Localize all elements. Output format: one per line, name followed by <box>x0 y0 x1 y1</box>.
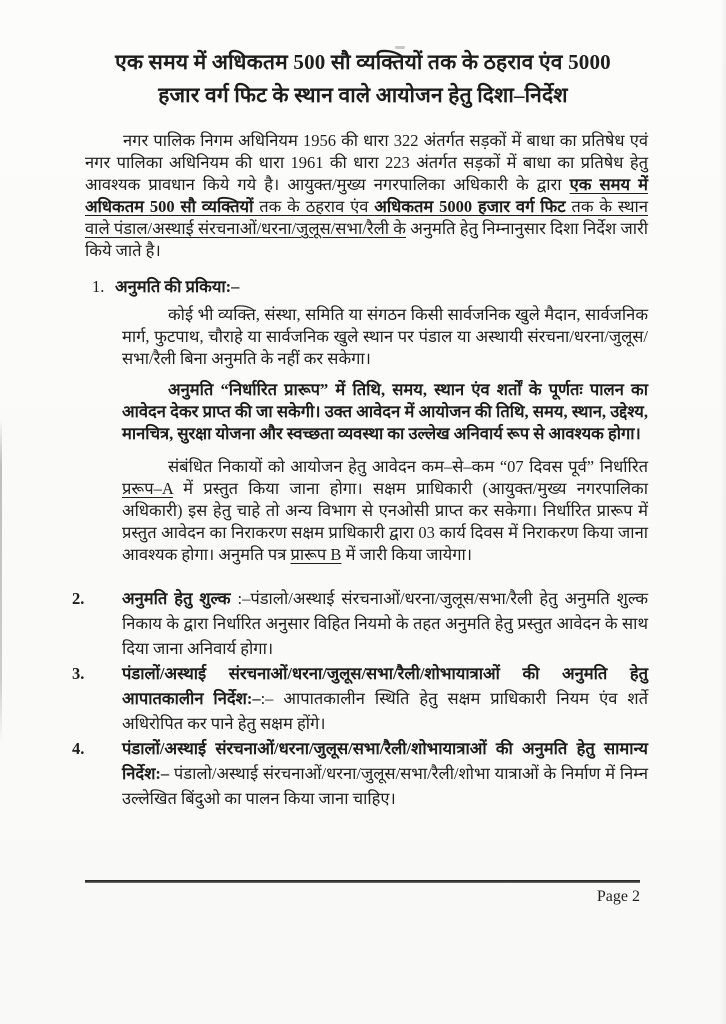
section-1-paragraph-2: अनुमति “निर्धारित प्रारूप” में तिथि, समय, स्थान एंव शर्तों के पूर्णतः पालन का आवेदन देकर प्राप्त की जा सकेगी। उक्त आवेदन में आयोजन की तिथि, समय, स्थान, उद्देश्य, मानचित्र, सुरक्षा योजना और स्वच्छता व्यवस्था का उल्लेख अनिवार्य रूप से आवश्यक होगा। <box>122 380 648 443</box>
section-4 <box>72 736 648 811</box>
section-1 <box>0 276 726 566</box>
intro-underline-2: तक के स्थान वाले पंडाल/अस्थाई संरचनाओं/धरना/जुलूस/सभा/रैली के <box>85 197 648 238</box>
section-1-heading: अनुमति की प्रकिया:– <box>115 277 240 296</box>
scan-smudge-artifact <box>395 46 405 49</box>
section-1-paragraph-3-text-1: संबंधित निकायों को आयोजन हेतु आवेदन कम–से–कम “07 दिवस पूर्व” निर्धारित <box>168 457 648 476</box>
form-a-reference: प्ररूप–A <box>122 479 173 498</box>
section-1-number: 1. <box>92 277 105 296</box>
section-4-heading: पंडालों/अस्थाई संरचनाओं/धरना/जुलूस/सभा/रैली/शोभायात्राओं की अनुमति हेतु सामान्य निर्देश:– <box>122 739 648 783</box>
section-2-text: :–पंडालो/अस्थाई संरचनाओं/धरना/जुलूस/सभा/रैली हेतु अनुमति शुल्क निकाय के द्वारा निर्धारित अनुसार विहित नियमो के तहत अनुमति हेतु प्रस्तुत आवेदन के साथ दिया जाना अनिवार्य होगा। <box>122 589 649 658</box>
section-4-text: पंडालो/अस्थाई संरचनाओं/धरना/जुलूस/सभा/रैली/शोभा यात्राओं के निर्माण में निम्न उल्लेखित बिंदुओ का पालन किया जाना चाहिए। <box>122 764 648 808</box>
section-1-paragraph-3-text-2: में प्रस्तुत किया जाना होगा। सक्षम प्राधिकारी (आयुक्त/मुख्य नगरपालिका अधिकारी) इस हेतु चाहे तो अन्य विभाग से एनओसी प्राप्त कर सकेगा। निर्धारित प्रारूप में प्रस्तुत आवेदन का निराकरण सक्षम प्राधिकारी द्वारा 03 कार्य दिवस में निराकरण किया जाना आवश्यक होगा। अनुमति पत्र <box>122 479 648 564</box>
section-1-paragraph-1: कोई भी व्यक्ति, संस्था, समिति या संगठन किसी सार्वजनिक खुले मैदान, सार्वजनिक मार्ग, फुटपाथ, चौराहे या सार्वजनिक खुले स्थान पर पंडाल या अस्थायी संरचना/धरना/जुलूस/सभा/रैली बिना अनुमति के नहीं कर सकेगा। <box>122 305 648 368</box>
section-1-heading-row <box>92 276 648 298</box>
scan-left-edge-artifact <box>0 418 2 743</box>
footer-rule <box>85 880 640 883</box>
section-3-text: :– आपातकालीन स्थिति हेतु सक्षम प्राधिकारी नियम एंव शर्ते अधिरोपित कर पाने हेतु सक्षम होंगे। <box>122 689 648 733</box>
title-line-1: एक समय में अधिकतम 500 सौ व्यक्तियों तक के ठहराव एंव 5000 <box>115 50 611 74</box>
section-2-number: 2. <box>72 589 85 608</box>
section-3-heading: पंडालों/अस्थाई संरचनाओं/धरना/जुलूस/सभा/रैली/शोभायात्राओं की अनुमति हेतु आपातकालीन निर्देश:– <box>122 664 648 708</box>
section-4-body <box>122 736 648 811</box>
section-2 <box>72 586 648 661</box>
page-footer <box>85 880 640 906</box>
page-number: Page 2 <box>596 888 640 905</box>
intro-bold-underline-1: एक समय में अधिकतम 500 सौ व्यक्तियों <box>85 175 648 216</box>
section-1-paragraph-3-text-3: में जारी किया जायेगा। <box>341 545 473 564</box>
section-2-heading: अनुमति हेतु शुल्क <box>122 589 231 608</box>
intro-underline-1: तक के ठहराव एंव <box>253 197 375 216</box>
scan-right-shade-artifact <box>720 0 726 1024</box>
section-2-body <box>122 586 648 661</box>
intro-bold-underline-2: अधिकतम 5000 हजार वर्ग फिट <box>374 197 566 216</box>
section-3 <box>72 661 648 736</box>
intro-text-2: अनुमति हेतु निम्नानुसार दिशा निर्देश जारी किये जाते है। <box>85 219 648 260</box>
section-4-number: 4. <box>72 739 85 758</box>
section-1-paragraph-3 <box>122 456 648 566</box>
form-b-reference: प्रारूप B <box>290 545 342 564</box>
title-line-2: हजार वर्ग फिट के स्थान वाले आयोजन हेतु दिशा–निर्देश <box>158 83 568 107</box>
intro-paragraph <box>85 130 648 262</box>
section-3-body <box>122 661 648 736</box>
section-3-number: 3. <box>72 664 85 683</box>
document-title <box>0 0 726 112</box>
intro-text-1: नगर पालिक निगम अधिनियम 1956 की धारा 322 अंतर्गत सड़कों में बाधा का प्रतिषेध एवं नगर पालिका अधिनियम की धारा 1961 की धारा 223 अंतर्गत सड़कों में बाधा का प्रतिषेध हेतु आवश्यक प्रावधान किये गये है। आयुक्त/मुख्य नगरपालिका अधिकारी के द्वारा <box>85 131 648 194</box>
